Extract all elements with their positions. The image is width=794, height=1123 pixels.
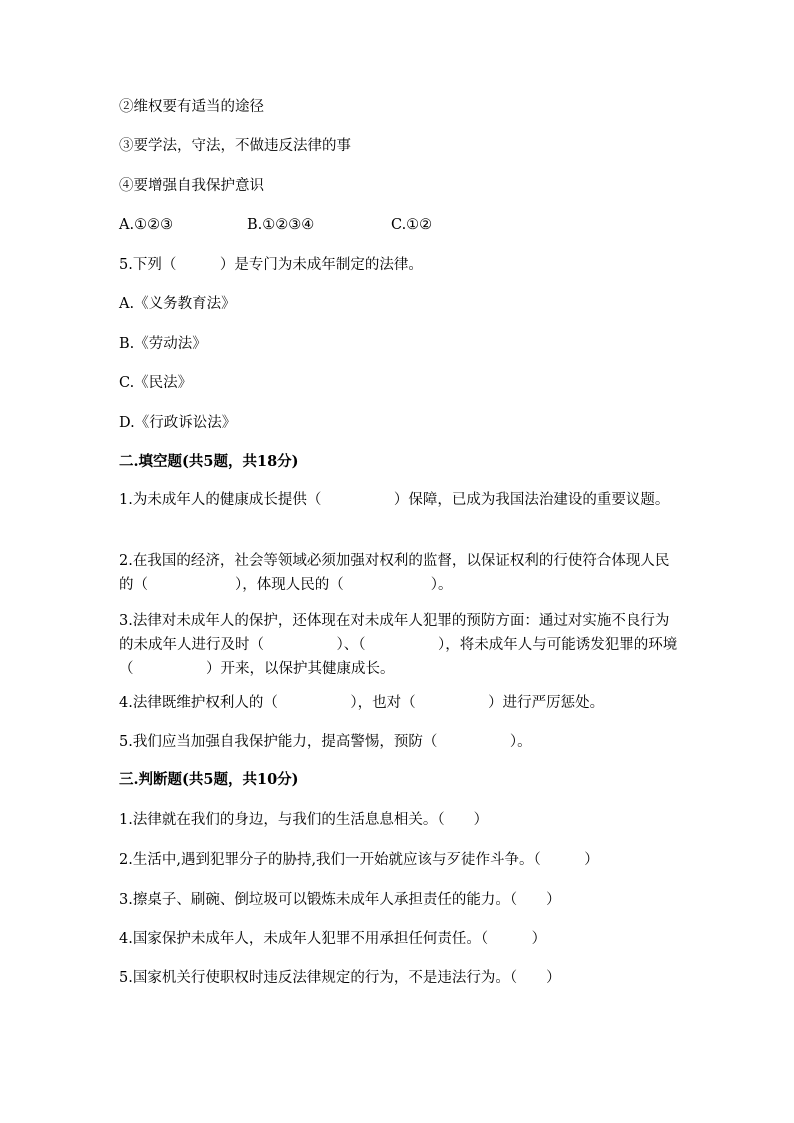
fill-blank-item-4: 4.法律既维护权利人的（ ），也对（ ）进行严厉惩处。 (119, 695, 605, 711)
fill-blank-item-5: 5.我们应当加强自我保护能力，提高警惕，预防（ ）。 (119, 734, 532, 750)
fill-blank-item-1: 1.为未成年人的健康成长提供（ ）保障，已成为我国法治建设的重要议题。 (119, 492, 670, 508)
choice-item-2: ②维权要有适当的途径 (119, 99, 264, 115)
section-heading-fill-blank: 二.填空题(共5题，共18分) (119, 453, 299, 470)
true-false-item-2: 2.生活中,遇到犯罪分子的胁持,我们一开始就应该与歹徒作斗争。（ ） (119, 852, 599, 868)
q5-stem: 5.下列（ ）是专门为未成年制定的法律。 (119, 257, 423, 273)
choice-item-3: ③要学法，守法，不做违反法律的事 (119, 138, 351, 154)
true-false-item-5: 5.国家机关行使职权时违反法律规定的行为，不是违法行为。（ ） (119, 970, 561, 986)
fill-blank-item-3: 3.法律对未成年人的保护，还体现在对未成年人犯罪的预防方面：通过对实施不良行为的未成年人进行及时（ ）、（ ），将未成年人与可能诱发犯罪的环境（ ）开来，以保护其健康成长。 (119, 613, 678, 677)
q4-option-a: A.①②③ (119, 217, 174, 233)
q5-option-a: A.《义务教育法》 (119, 296, 236, 312)
q5-option-b: B.《劳动法》 (119, 336, 207, 352)
q4-options-row (119, 215, 679, 235)
q5-option-d: D.《行政诉讼法》 (119, 415, 237, 431)
q4-option-c: C.①② (391, 217, 433, 233)
section-heading-true-false: 三.判断题(共5题，共10分) (119, 771, 299, 788)
true-false-item-1: 1.法律就在我们的身边，与我们的生活息息相关。（ ） (119, 812, 489, 828)
true-false-item-4: 4.国家保护未成年人，未成年人犯罪不用承担任何责任。（ ） (119, 931, 547, 947)
choice-item-4: ④要增强自我保护意识 (119, 178, 264, 194)
q5-option-c: C.《民法》 (119, 375, 193, 391)
true-false-item-3: 3.擦桌子、刷碗、倒垃圾可以锻炼未成年人承担责任的能力。（ ） (119, 892, 561, 908)
q4-option-b: B.①②③④ (247, 217, 315, 233)
fill-blank-item-2: 2.在我国的经济，社会等领域必须加强对权利的监督，以保证权利的行使符合体现人民的（ ），体现人民的（ ）。 (119, 553, 670, 593)
